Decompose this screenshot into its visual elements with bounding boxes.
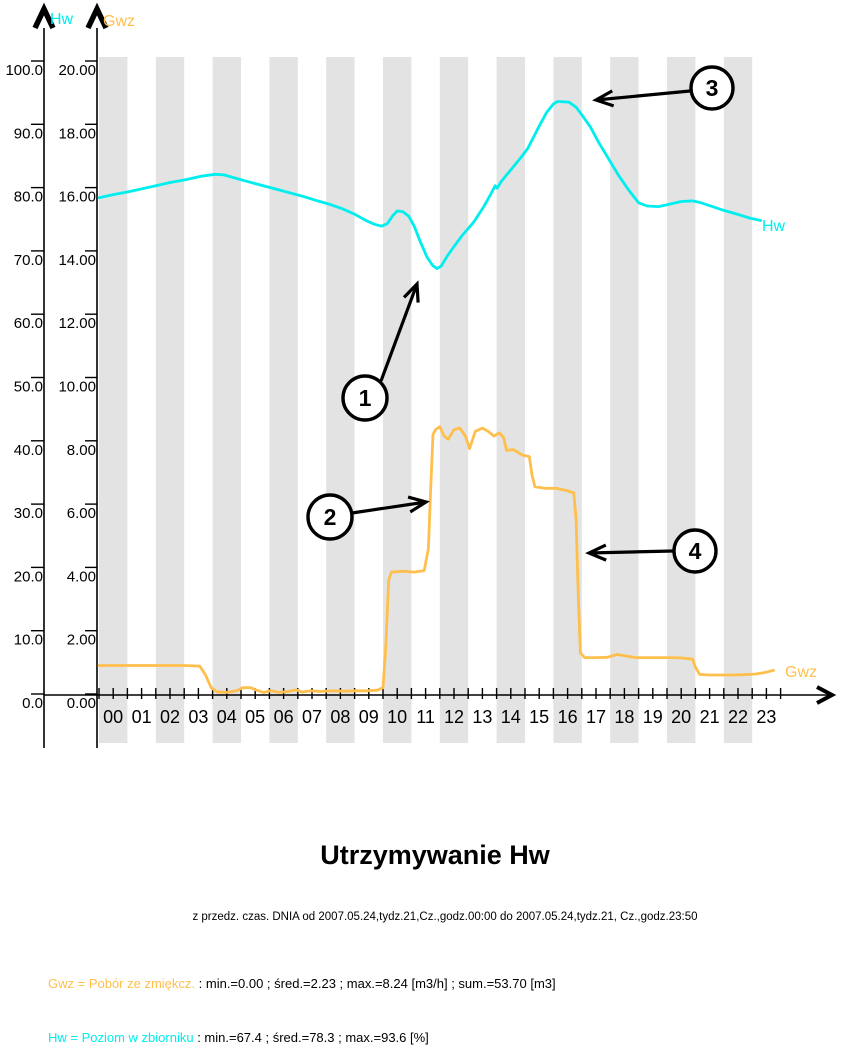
annotation-number: 1 [358, 385, 372, 411]
hour-label: 22 [727, 707, 749, 727]
hw-tick-label: 90.0 [13, 125, 43, 143]
hour-label: 16 [557, 707, 578, 727]
gwz-tick-label: 12.00 [58, 315, 96, 333]
hw-tick-label: 10.0 [13, 631, 43, 649]
hour-label: 12 [443, 707, 465, 727]
gwz-tick-label: 10.00 [58, 378, 96, 396]
hour-label: 02 [159, 707, 181, 727]
hour-label: 04 [216, 707, 237, 727]
legend-hw-stats: : min.=67.4 ; śred.=78.3 ; max.=93.6 [%] [193, 1030, 429, 1045]
legend-gwz-stats: : min.=0.00 ; śred.=2.23 ; max.=8.24 [m3/h] ; sum.=53.70 [m3] [195, 976, 556, 991]
hour-label: 18 [614, 707, 635, 727]
hour-label: 23 [756, 707, 777, 727]
grid-band [440, 57, 468, 743]
hw-tick-label: 60.0 [13, 315, 43, 333]
annotation-number: 4 [688, 538, 702, 564]
hw-series-end-label: Hw [762, 218, 786, 235]
grid-band [724, 57, 752, 743]
gwz-tick-label: 4.00 [66, 568, 96, 586]
hw-tick-label: 40.0 [13, 441, 43, 459]
chart-subtitle: z przedz. czas. DNIA od 2007.05.24,tydz.21,Cz.,godz.00:00 do 2007.05.24,tydz.21, Cz.,godz.23:50 [192, 911, 698, 923]
gwz-series-end-label: Gwz [785, 664, 817, 681]
hour-label: 08 [330, 707, 351, 727]
gwz-tick-label: 8.00 [66, 441, 96, 459]
hour-label: 01 [131, 707, 152, 727]
gwz-tick-label: 18.00 [58, 125, 96, 143]
hour-label: 19 [642, 707, 663, 727]
hw-tick-label: 70.0 [13, 251, 43, 269]
hw-curve [99, 102, 761, 269]
annotation-arrow [589, 551, 673, 553]
hour-label: 10 [387, 707, 408, 727]
hour-label: 21 [699, 707, 720, 727]
grid-band [269, 57, 297, 743]
hour-label: 17 [585, 707, 607, 727]
gwz-tick-label: 0.00 [66, 695, 96, 712]
hour-label: 03 [188, 707, 209, 727]
hw-tick-label: 30.0 [13, 505, 43, 523]
hour-label: 09 [358, 707, 379, 727]
hour-label: 15 [529, 707, 550, 727]
hour-label: 00 [103, 707, 124, 727]
gwz-tick-label: 14.00 [58, 251, 96, 269]
legend-gwz-series-label: Gwz = Pobór ze zmiękcz. [48, 976, 196, 991]
annotation-number: 3 [705, 75, 719, 101]
gwz-tick-label: 20.00 [58, 62, 96, 79]
hw-tick-label: 100.0 [5, 62, 43, 79]
gwz-tick-label: 16.00 [58, 188, 96, 206]
grid-band [213, 57, 241, 743]
hour-label: 07 [301, 707, 323, 727]
gwz-tick-label: 6.00 [66, 505, 96, 523]
hw-tick-label: 50.0 [13, 378, 43, 396]
hour-label: 13 [472, 707, 493, 727]
hour-label: 20 [671, 707, 692, 727]
hw-tick-label: 0.0 [22, 695, 43, 712]
grid-band [156, 57, 184, 743]
grid-band [99, 57, 127, 743]
hw-tick-label: 20.0 [13, 568, 43, 586]
gwz-axis-label: Gwz [103, 13, 135, 30]
hour-label: 11 [416, 707, 435, 727]
annotation-number: 2 [323, 504, 337, 530]
legend-hw-series-label: Hw = Poziom w zbiorniku [48, 1030, 194, 1045]
hour-label: 14 [500, 707, 521, 727]
grid-band [553, 57, 581, 743]
hw-tick-label: 80.0 [13, 188, 43, 206]
hour-label: 05 [245, 707, 266, 727]
legend-hw-line [48, 1030, 429, 1045]
gwz-tick-label: 2.00 [66, 631, 96, 649]
grid-band [667, 57, 695, 743]
grid-band [610, 57, 638, 743]
hw-axis-label: Hw [50, 11, 74, 28]
legend-gwz-line [48, 976, 556, 991]
hour-label: 06 [273, 707, 294, 727]
chart-title: Utrzymywanie Hw [320, 840, 550, 870]
